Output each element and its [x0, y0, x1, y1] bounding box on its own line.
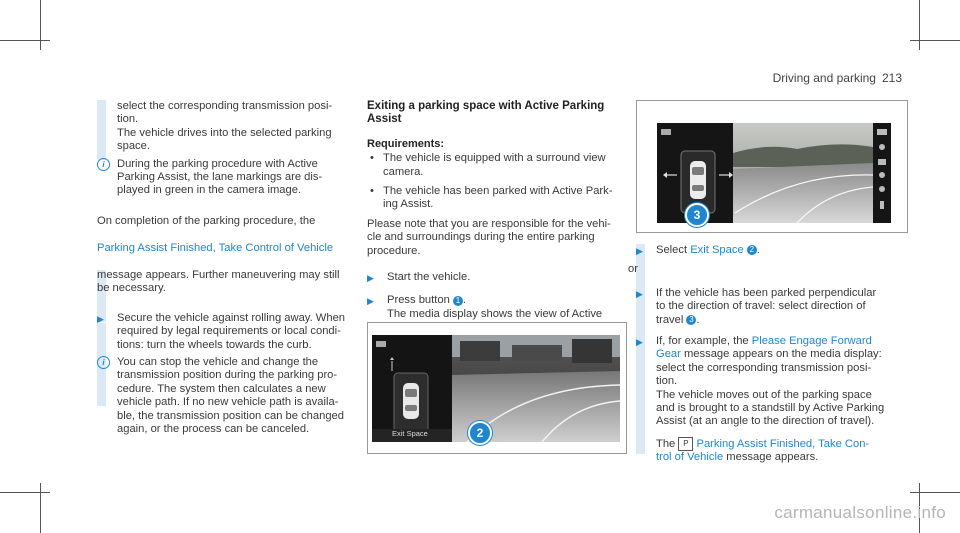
- figure-direction-of-travel: [636, 100, 908, 233]
- step-arrow-icon: ▶: [97, 313, 104, 324]
- step-example-post: message appears on the media display: select the corresponding transmission posi- tion. The vehicle moves out of the parking space and is brought to a standstill by Active Parking Assist (at an angle to the direction of travel).: [656, 348, 885, 428]
- step-secure-vehicle: Secure the vehicle against rolling away. When required by legal requirements or local condi- tions: turn the wheels towards the curb.: [117, 311, 346, 351]
- bullet-icon: •: [370, 185, 374, 198]
- callout-number-3: 3: [686, 315, 696, 325]
- completion-message: Parking Assist Finished, Take Control of Vehicle: [97, 242, 334, 255]
- step-start-vehicle: Start the vehicle.: [387, 271, 471, 284]
- or-text: or: [628, 263, 638, 276]
- media-display-screen: [372, 335, 620, 442]
- step-perpendicular: If the vehicle has been parked perpendicular to the direction of travel: select direction of travel: [656, 286, 877, 326]
- step-press-subtext: The media display shows the view of Active: [387, 307, 603, 320]
- info-icon: i: [97, 158, 110, 171]
- crop-mark: [0, 40, 50, 41]
- requirements-heading: Requirements:: [367, 137, 445, 150]
- camera-view-illustration: [372, 335, 620, 442]
- column-middle: [367, 100, 629, 335]
- column-right: [628, 244, 908, 465]
- completion-post: message appears. Further maneuvering may still be necessary.: [97, 268, 340, 295]
- step-select-pre: Select: [656, 244, 688, 256]
- callout-2: 2: [468, 421, 492, 445]
- section-title: Driving and parking: [772, 71, 876, 85]
- step-example-pre: If, for example, the: [656, 335, 749, 348]
- engage-forward-gear-message: Please Engage Forward Gear: [656, 335, 872, 361]
- continued-step-text: select the corresponding transmission posi- tion. The vehicle drives into the selected parking space.: [117, 100, 333, 153]
- crop-mark: [0, 492, 50, 493]
- exit-space-button-label[interactable]: Exit Space: [392, 429, 428, 438]
- step-arrow-icon: ▶: [367, 296, 374, 307]
- please-note-text: Please note that you are responsible for the vehi- cle and surroundings during the entire parking procedure.: [367, 217, 611, 257]
- page-header: [773, 71, 902, 85]
- step-arrow-icon: ▶: [636, 288, 643, 299]
- crop-mark: [40, 483, 41, 533]
- crop-mark: [910, 492, 960, 493]
- exit-space-link: Exit Space: [690, 244, 744, 256]
- step-perp-tail: .: [696, 313, 700, 326]
- callout-number-1: 1: [453, 296, 463, 306]
- note-lane-markings: During the parking procedure with Active Parking Assist, the lane markings are dis- played in green in the camera image.: [117, 157, 323, 197]
- crop-mark: [919, 0, 920, 50]
- section-heading: Exiting a parking space with Active Parking Assist: [367, 100, 605, 126]
- figure-exit-space: [367, 322, 627, 454]
- page-number: 213: [881, 71, 902, 85]
- step-press-button: Press button: [387, 294, 450, 307]
- step-arrow-icon: ▶: [367, 273, 374, 284]
- column-left: [97, 100, 359, 436]
- step-arrow-icon: ▶: [636, 337, 643, 348]
- completion-pre: On completion of the parking procedure, the: [97, 215, 316, 228]
- watermark: carmanualsonline.info: [774, 503, 946, 522]
- bullet-icon: •: [370, 152, 374, 165]
- crop-mark: [910, 40, 960, 41]
- info-icon: i: [97, 356, 110, 369]
- final-message: Parking Assist Finished, Take Con- trol of Vehicle: [656, 437, 870, 464]
- callout-number-2: 2: [747, 245, 757, 255]
- requirement-1: The vehicle is equipped with a surround view camera.: [383, 152, 606, 178]
- note-stop-vehicle: You can stop the vehicle and change the transmission position during the parking pro- cedure. The system then calculates a new vehicle path. If no new vehicle path is availa- ble, the transmission position can be changed again, or the process can be canceled.: [117, 355, 345, 435]
- crop-mark: [40, 0, 41, 50]
- requirement-2: The vehicle has been parked with Active Park- ing Assist.: [383, 185, 613, 211]
- step-select-tail: .: [756, 244, 760, 256]
- step-arrow-icon: ▶: [636, 246, 643, 256]
- final-pre: The: [656, 437, 676, 450]
- callout-3: 3: [685, 203, 709, 227]
- parking-assist-icon: P: [678, 437, 693, 451]
- step-press-tail: .: [462, 294, 467, 307]
- final-post: message appears.: [726, 451, 819, 464]
